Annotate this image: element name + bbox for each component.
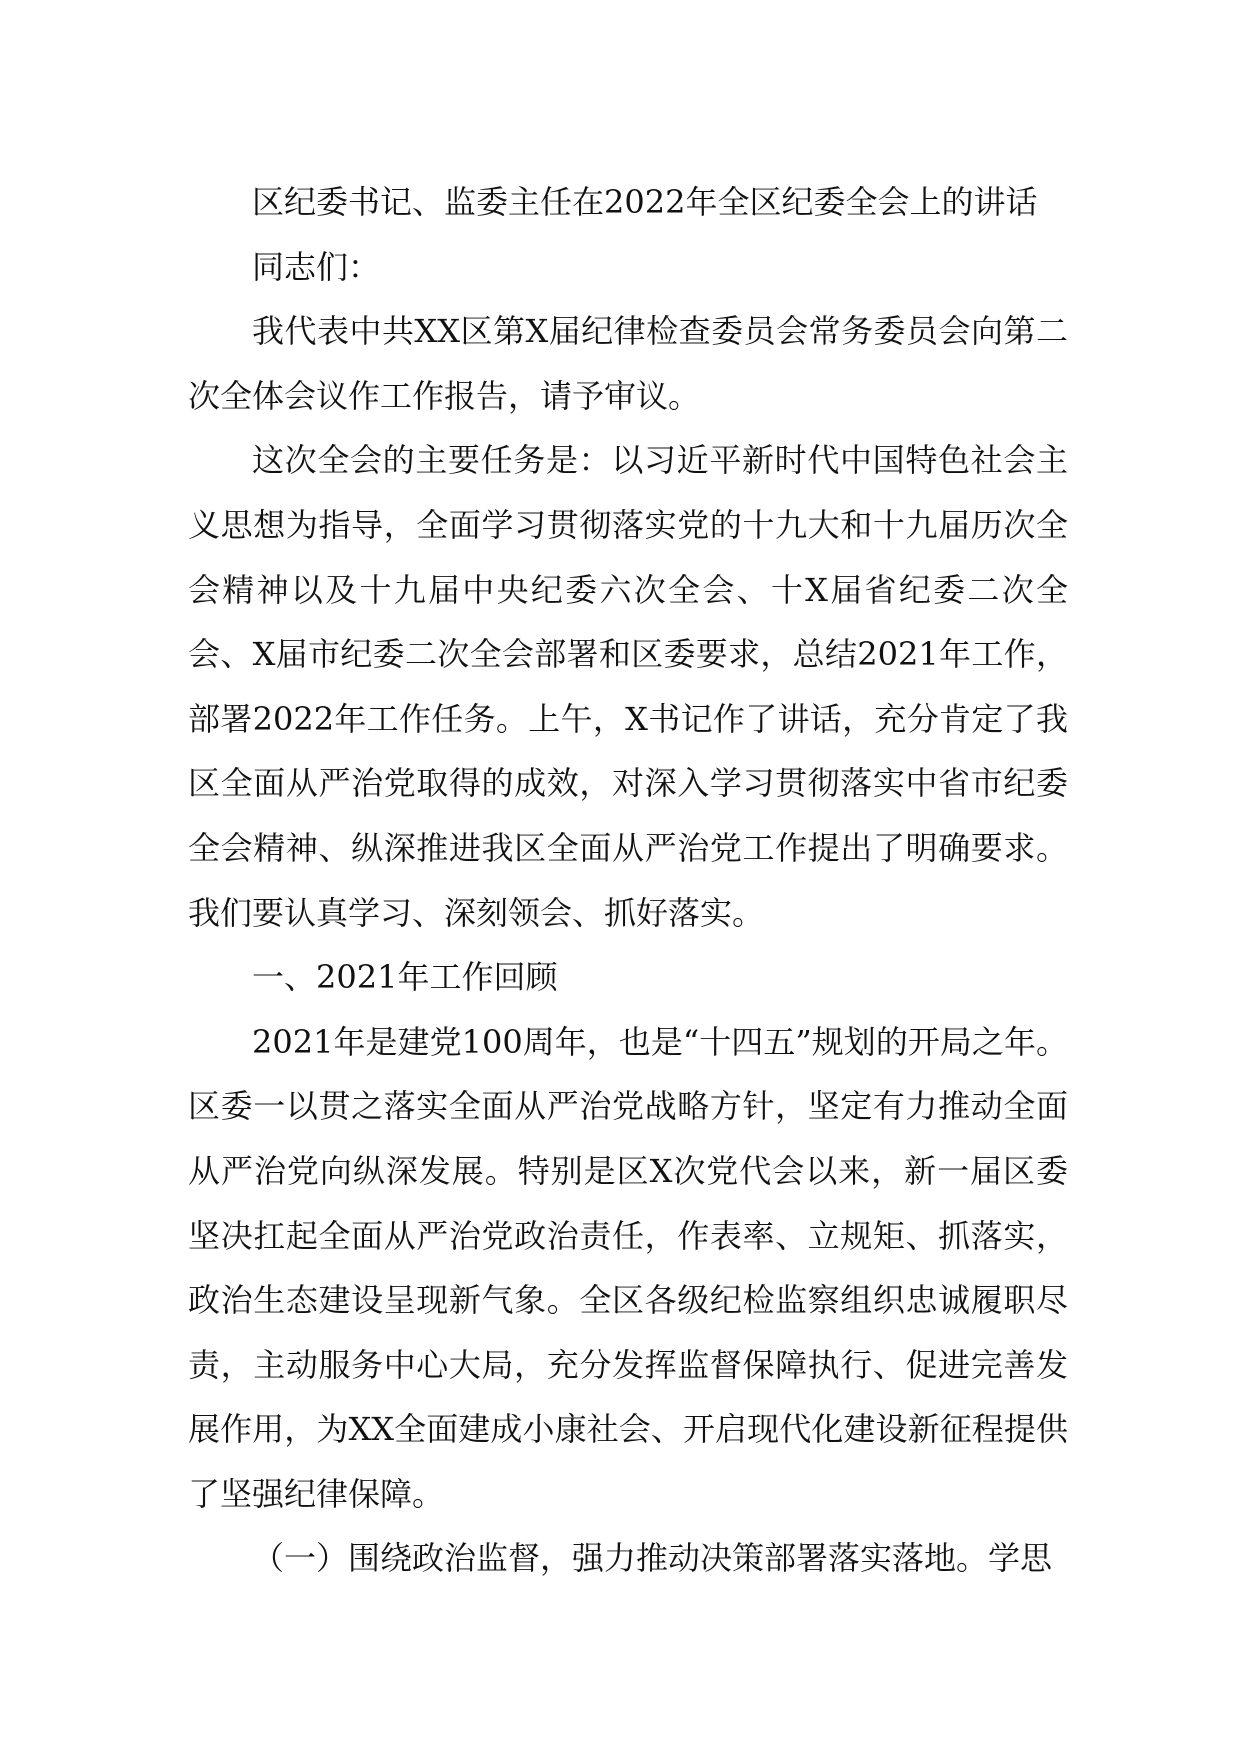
- section-heading: 一、2021年工作回顾: [252, 958, 558, 997]
- document-title: 区纪委书记、监委主任在2022年全区纪委全会上的讲话: [252, 183, 1038, 221]
- salutation: 同志们：: [252, 247, 381, 286]
- subsection-paragraph: （一）围绕政治监督，强力推动决策部署落实落地。学思: [252, 1539, 1053, 1578]
- document-body: [188, 170, 1068, 1591]
- paragraph-main-tasks: 这次全会的主要任务是：以习近平新时代中国特色社会主义思想为指导，全面学习贯彻落实党的十九大和十九届历次全会精神以及十九届中央纪委六次全会、十X届省纪委二次全会、X届市纪委二次全会部署和区委要求，总结2021年工作，部署2022年工作任务。上午，X书记作了讲话，充分肯定了我区全面从严治党取得的成效，对深入学习贯彻落实中省市纪委全会精神、纵深推进我区全面从严治党工作提出了明确要求。我们要认真学习、深刻领会、抓好落实。: [188, 441, 1068, 932]
- paragraph-report-intro: 我代表中共XX区第X届纪律检查委员会常务委员会向第二次全体会议作工作报告，请予审议。: [188, 312, 1068, 415]
- paragraph-work-review: 2021年是建党100周年，也是“十四五”规划的开局之年。区委一以贯之落实全面从严治党战略方针，坚定有力推动全面从严治党向纵深发展。特别是区X次党代会以来，新一届区委坚决扛起全面从严治党政治责任，作表率、立规矩、抓落实，政治生态建设呈现新气象。全区各级纪检监察组织忠诚履职尽责，主动服务中心大局，充分发挥监督保障执行、促进完善发展作用，为XX全面建成小康社会、开启现代化建设新征程提供了坚强纪律保障。: [188, 1022, 1068, 1513]
